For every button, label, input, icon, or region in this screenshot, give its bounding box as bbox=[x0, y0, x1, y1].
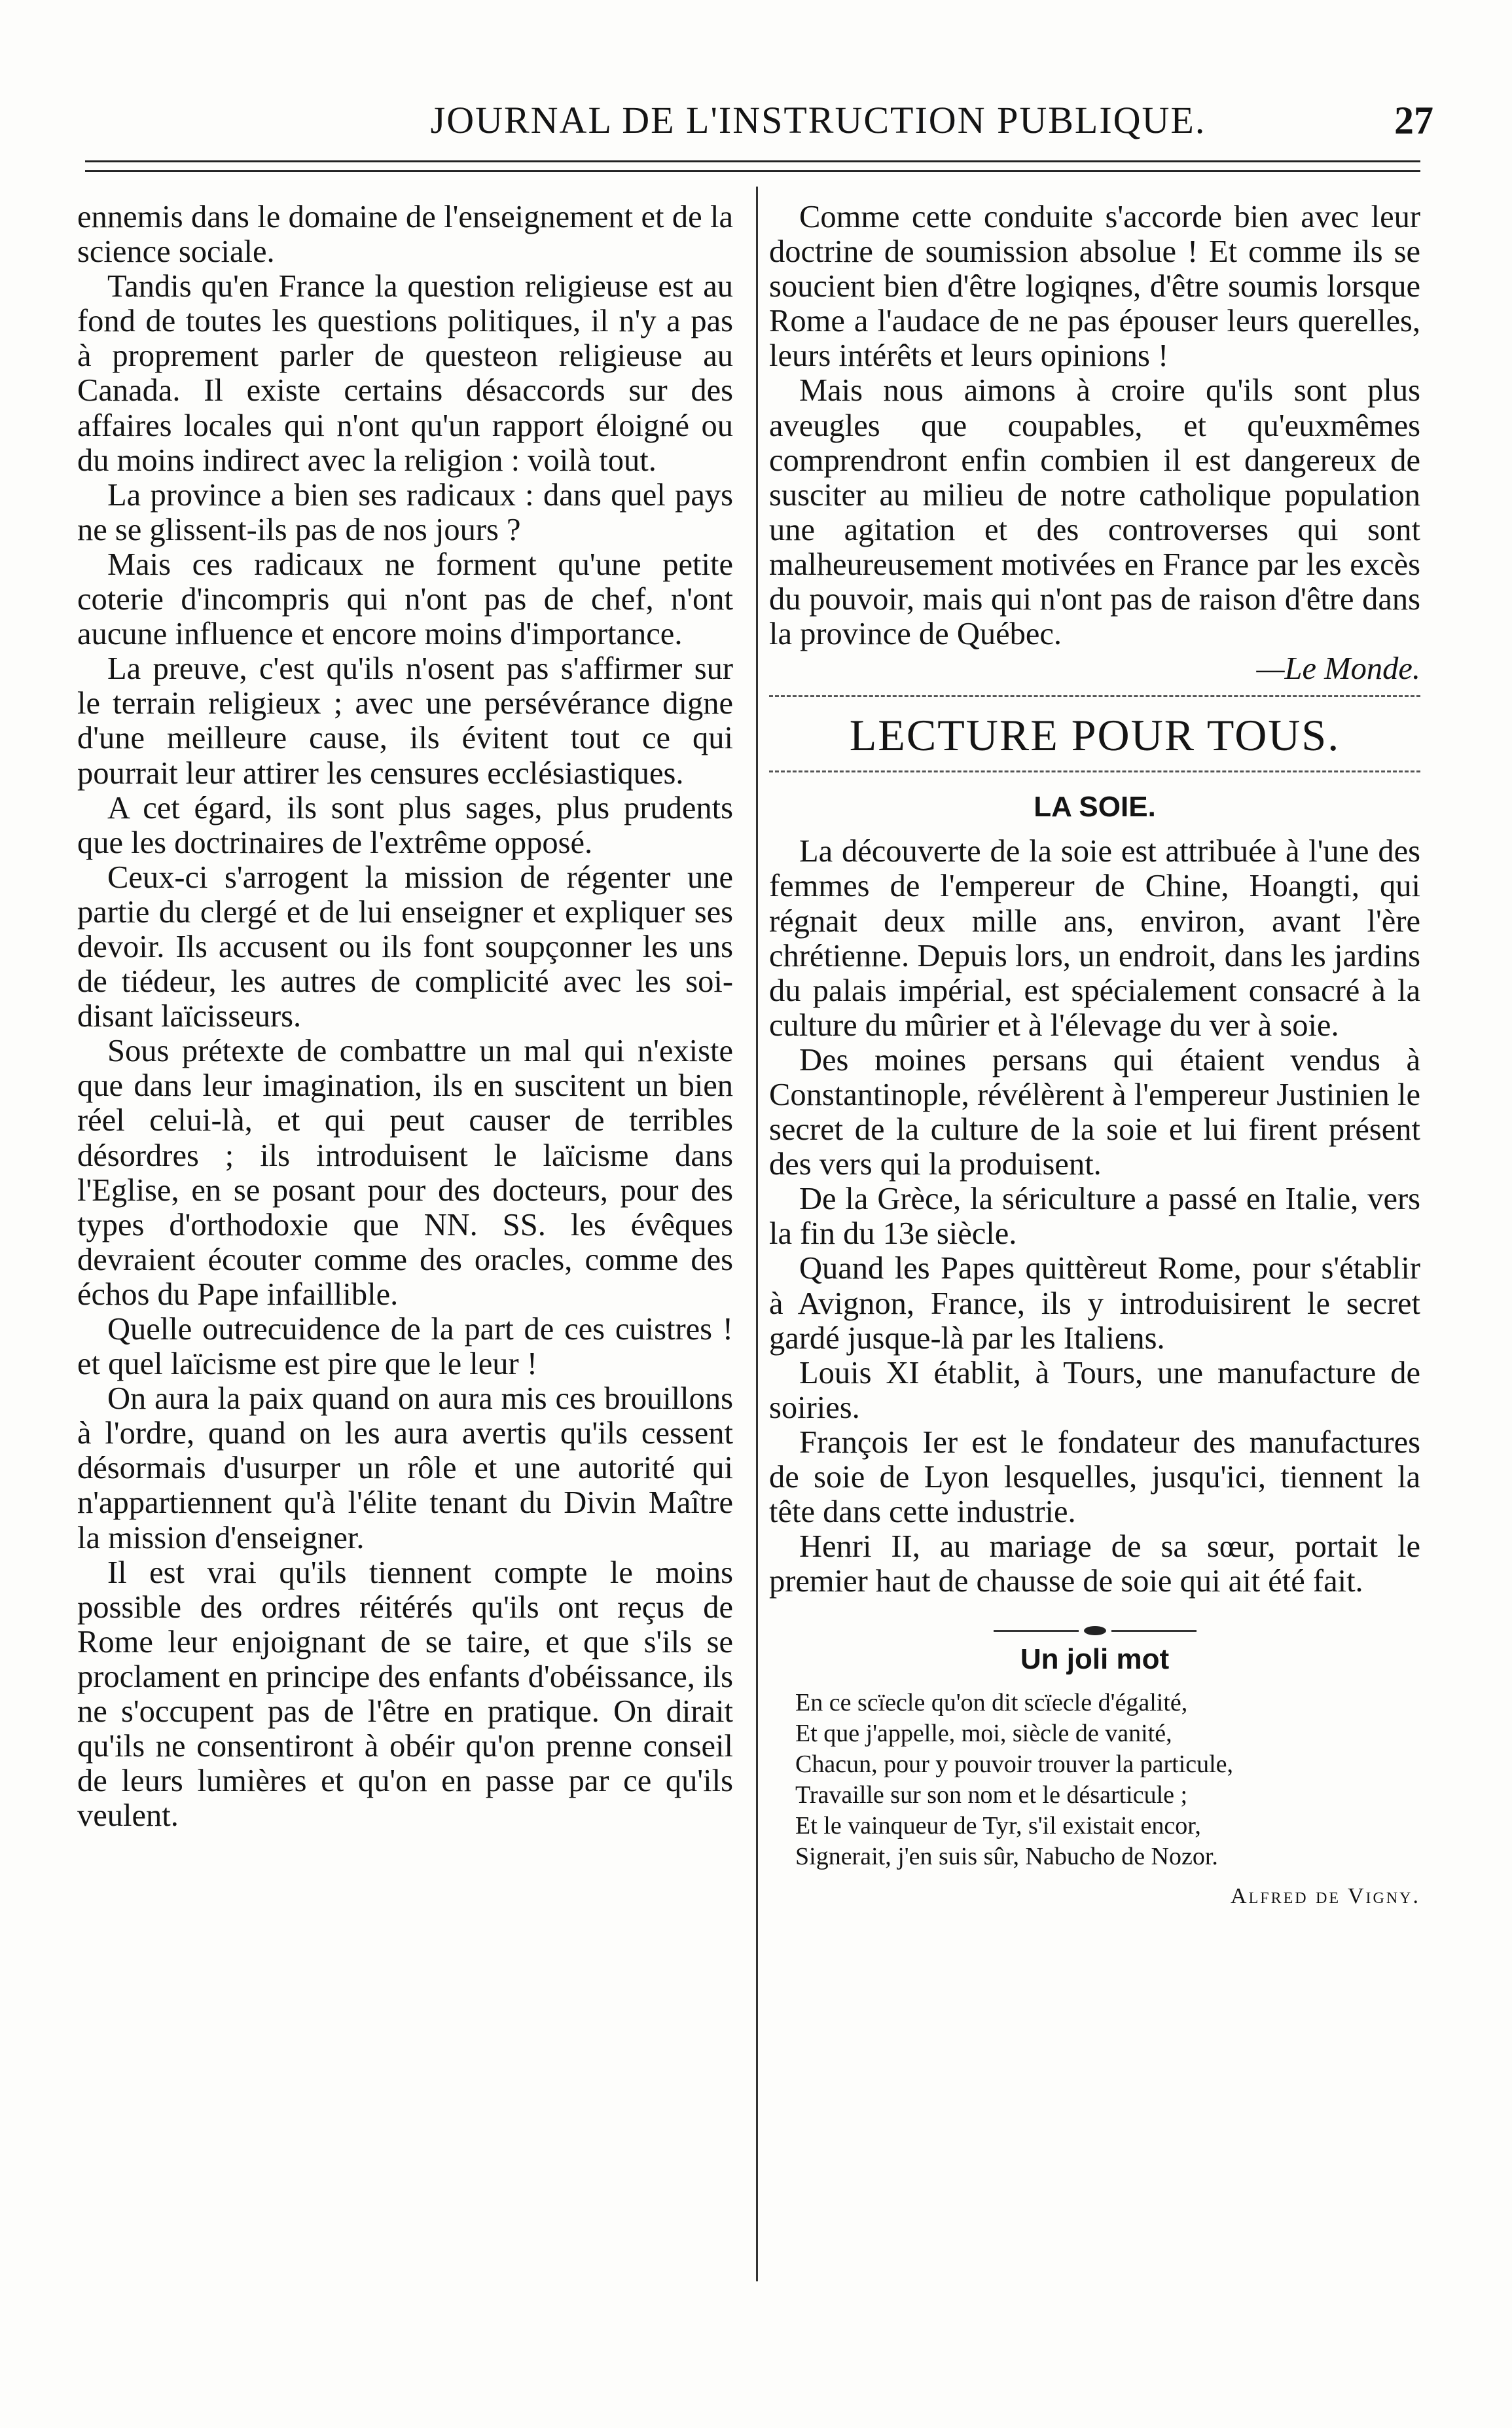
right-column bbox=[769, 200, 1420, 1913]
paragraph: ennemis dans le domaine de l'enseignement et de la science sociale. bbox=[77, 200, 733, 270]
poem-title: Un joli mot bbox=[1020, 1643, 1170, 1676]
poem-line: Et que j'appelle, moi, siècle de vanité, bbox=[795, 1720, 1172, 1748]
paragraph: Tandis qu'en France la question religieuse est au fond de toutes les questions politiques, il n'y a pas à proprement parler de questeon religieuse au Canada. Il existe certains désaccords sur des affaires locales qui n'ont qu'un rapport éloigné ou du moins indirect avec la religion : voilà tout. bbox=[77, 269, 733, 478]
header-rule bbox=[85, 160, 1420, 172]
paragraph: Comme cette conduite s'accorde bien avec leur doctrine de soumission absolue ! Et comme ils se soucient bien d'être logiqnes, d'être soumis lorsque Rome a l'audace de ne pas épouser leurs querelles, leurs intérêts et leurs opinions ! bbox=[769, 200, 1420, 374]
paragraph: François Ier est le fondateur des manufactures de soie de Lyon lesquelles, jusqu'ici, tiennent la tête dans cette industrie. bbox=[769, 1424, 1420, 1530]
poem bbox=[795, 1688, 1420, 1872]
ornament-divider bbox=[769, 1610, 1420, 1630]
article-source: —Le Monde. bbox=[1256, 651, 1420, 687]
section-divider bbox=[769, 770, 1420, 772]
paragraph: Il est vrai qu'ils tiennent compte le moins possible des ordres réitérés qu'ils ont reçus de Rome leur enjoignant de se taire, et que s'ils se proclament en principe des enfants d'obéissance, ils ne s'occupent pas de l'être en pratique. On dirait qu'ils ne consentiront à obéir qu'on prenne conseil de leurs lumières et qu'on en passe par ce qu'ils veulent. bbox=[77, 1555, 733, 1834]
paragraph: Henri II, au mariage de sa sœur, portait le premier haut de chausse de soie qui ait été fait. bbox=[769, 1529, 1420, 1599]
paragraph: A cet égard, ils sont plus sages, plus prudents que les doctrinaires de l'extrême opposé. bbox=[77, 790, 733, 860]
poem-author: Alfred de Vigny. bbox=[1231, 1884, 1420, 1909]
paragraph: Ceux-ci s'arrogent la mission de régenter une partie du clergé et de lui enseigner et expliquer ses devoir. Ils accusent ou ils font soupçonner les uns de tiédeur, les autres de complicité avec les soi-disant laïcisseurs. bbox=[77, 860, 733, 1034]
ornament-line bbox=[1111, 1630, 1197, 1632]
paragraph: Quand les Papes quittèreut Rome, pour s'établir à Avignon, France, ils y introduisirent le secret gardé jusque-là par les Italiens. bbox=[769, 1251, 1420, 1356]
poem-line: Travaille sur son nom et le désarticule ; bbox=[795, 1781, 1188, 1809]
column-divider bbox=[756, 187, 758, 2281]
article-title: LA SOIE. bbox=[1034, 791, 1156, 824]
paragraph: La province a bien ses radicaux : dans quel pays ne se glissent-ils pas de nos jours ? bbox=[77, 477, 733, 547]
paragraph: De la Grèce, la sériculture a passé en Italie, vers la fin du 13e siècle. bbox=[769, 1182, 1420, 1252]
section-heading: LECTURE POUR TOUS. bbox=[849, 710, 1341, 761]
poem-line: Chacun, pour y pouvoir trouver la particule, bbox=[795, 1750, 1234, 1779]
poem-line: En ce scïecle qu'on dit scïecle d'égalité, bbox=[795, 1689, 1188, 1717]
page-header bbox=[85, 98, 1433, 157]
paragraph: Des moines persans qui étaient vendus à Constantinople, révélèrent à l'empereur Justinien le secret de la culture de la soie et lui firent présent des vers qui la produisent. bbox=[769, 1042, 1420, 1182]
paragraph: La preuve, c'est qu'ils n'osent pas s'affirmer sur le terrain religieux ; avec une persévérance digne d'une meilleure cause, ils évitent tout ce qui pourrait leur attirer les censures ecclésiastiques. bbox=[77, 651, 733, 791]
running-title: JOURNAL DE L'INSTRUCTION PUBLIQUE. bbox=[430, 99, 1206, 141]
paragraph: Mais ces radicaux ne forment qu'une petite coterie d'incompris qui n'ont pas de chef, n'ont aucune influence et encore moins d'importance. bbox=[77, 547, 733, 652]
paragraph: On aura la paix quand on aura mis ces brouillons à l'ordre, quand on les aura avertis qu'ils cessent désormais d'usurper un rôle et une autorité qui n'appartiennent qu'à l'élite tenant du Divin Maître la mission d'enseigner. bbox=[77, 1381, 733, 1555]
poem-line: Et le vainqueur de Tyr, s'il existait encor, bbox=[795, 1812, 1201, 1840]
section-divider bbox=[769, 695, 1420, 697]
paragraph: La découverte de la soie est attribuée à l'une des femmes de l'empereur de Chine, Hoangti, qui régnait deux mille ans, environ, avant l'ère chrétienne. Depuis lors, un endroit, dans les jardins du palais impérial, est spécialement consacré à la culture du mûrier et à l'élevage du ver à soie. bbox=[769, 834, 1420, 1043]
ornament-line bbox=[994, 1630, 1079, 1632]
paragraph: Mais nous aimons à croire qu'ils sont plus aveugles que coupables, et qu'euxmêmes comprendront enfin combien il est dangereux de susciter au milieu de notre catholique population une agitation et des controverses qui sont malheureusement motivées en France par les excès du pouvoir, mais qui n'ont pas de raison d'être dans la province de Québec. bbox=[769, 373, 1420, 652]
paragraph: Quelle outrecuidence de la part de ces cuistres ! et quel laïcisme est pire que le leur ! bbox=[77, 1312, 733, 1382]
paragraph: Sous prétexte de combattre un mal qui n'existe que dans leur imagination, ils en suscitent un bien réel celui-là, et qui peut causer de terribles désordres ; ils introduisent le laïcisme dans l'Eglise, en se posant pour des docteurs, pour des types d'orthodoxie que NN. SS. les évêques devraient écouter comme des oracles, comme des échos du Pape infaillible. bbox=[77, 1034, 733, 1312]
page-number: 27 bbox=[1394, 99, 1433, 142]
paragraph: Louis XI établit, à Tours, une manufacture de soiries. bbox=[769, 1355, 1420, 1425]
ornament-dot bbox=[1084, 1626, 1106, 1635]
left-column bbox=[77, 200, 733, 1833]
poem-line: Signerait, j'en suis sûr, Nabucho de Nozor. bbox=[795, 1843, 1218, 1871]
